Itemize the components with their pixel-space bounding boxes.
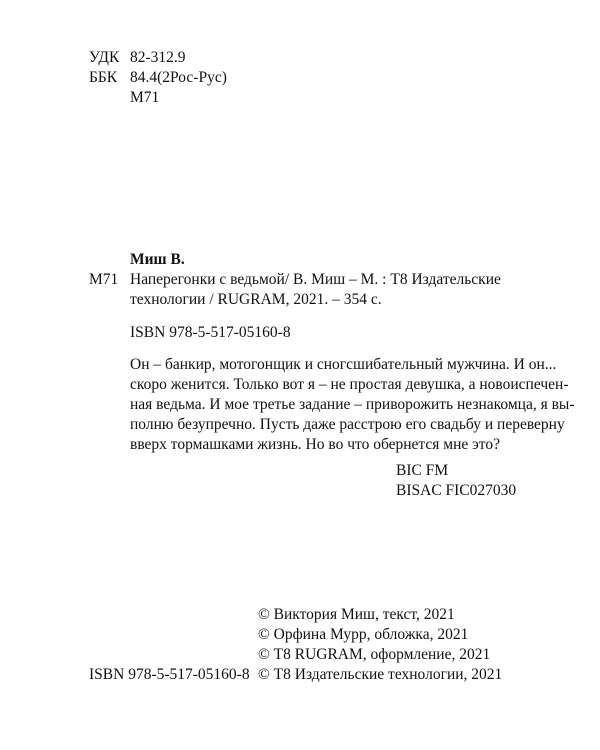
- annotation-line: ная ведьма. И мое третье задание – приворожить незнакомца, я вы-: [130, 396, 575, 413]
- annotation-line: Он – банкир, мотогонщик и сногсшибательный мужчина. И он...: [130, 356, 557, 373]
- author-mark-top: М71: [130, 89, 160, 106]
- bbk-label: ББК: [89, 69, 118, 86]
- author-heading: Миш В.: [130, 251, 185, 268]
- udk-value: 82-312.9: [130, 49, 186, 66]
- description-line-2: технологии / RUGRAM, 2021. – 354 с.: [130, 291, 382, 308]
- annotation-line: скоро женится. Только вот я – не простая девушка, а новоиспечен-: [130, 376, 569, 393]
- udk-label: УДК: [89, 49, 120, 66]
- author-mark: М71: [89, 271, 119, 288]
- copyright-line: © Т8 RUGRAM, оформление, 2021: [258, 646, 491, 663]
- bic-code: BIC FM: [396, 462, 449, 479]
- copyright-line: © Виктория Миш, текст, 2021: [258, 606, 455, 623]
- annotation-line: полню безупречно. Пусть даже расстрою его свадьбу и переверну: [130, 416, 565, 433]
- annotation-line: вверх тормашками жизнь. Но во что обернется мне это?: [130, 436, 500, 453]
- annotation: [130, 355, 575, 455]
- description-line-1: Наперегонки с ведьмой/ В. Миш – М. : Т8 Издательские: [130, 271, 501, 288]
- isbn-footer: ISBN 978-5-517-05160-8: [89, 666, 250, 683]
- bisac-code: BISAC FIC027030: [396, 482, 517, 499]
- bbk-value: 84.4(2Рос-Рус): [130, 69, 227, 86]
- copyright-line: © Т8 Издательские технологии, 2021: [258, 666, 503, 683]
- copyright-line: © Орфина Мурр, обложка, 2021: [258, 626, 469, 643]
- isbn-main: ISBN 978-5-517-05160-8: [130, 324, 291, 341]
